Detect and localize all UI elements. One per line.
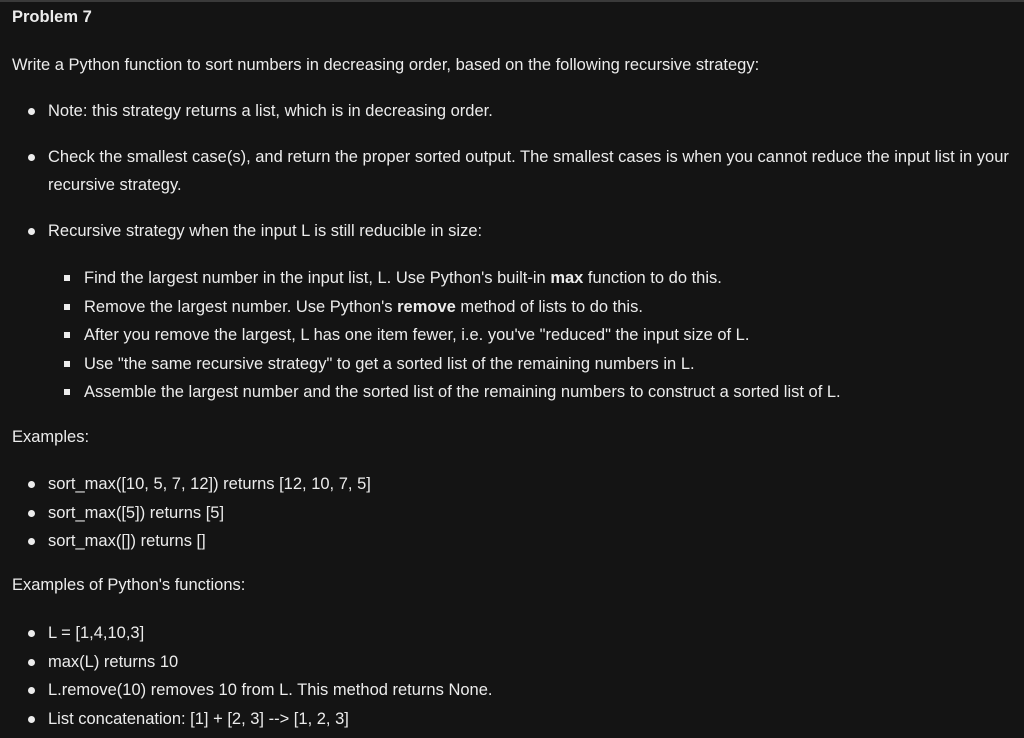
problem-title: Problem 7 xyxy=(12,8,92,26)
problem-intro: Write a Python function to sort numbers in decreasing order, based on the following recursive strategy: xyxy=(12,56,760,74)
python-examples-heading: Examples of Python's functions: xyxy=(12,576,246,594)
step-item: Use "the same recursive strategy" to get a sorted list of the remaining numbers in L. xyxy=(62,350,1012,379)
python-example-item: max(L) returns 10 xyxy=(26,648,1016,677)
examples-heading: Examples: xyxy=(12,428,90,446)
strategy-item: Check the smallest case(s), and return the proper sorted output. The smallest cases is when you cannot reduce the input list in your recursive strategy. xyxy=(26,143,1016,200)
step-item: After you remove the largest, L has one item fewer, i.e. you've "reduced" the input size of L. xyxy=(62,321,1012,350)
strategy-item: Note: this strategy returns a list, which is in decreasing order. xyxy=(26,97,1016,126)
example-item: sort_max([5]) returns [5] xyxy=(26,499,1016,528)
step-item: Assemble the largest number and the sorted list of the remaining numbers to construct a sorted list of L. xyxy=(62,378,1012,407)
recursive-steps-list xyxy=(62,264,1012,407)
strategy-item: Recursive strategy when the input L is still reducible in size: xyxy=(26,217,1016,246)
python-example-item: L.remove(10) removes 10 from L. This method returns None. xyxy=(26,676,1016,705)
example-item: sort_max([10, 5, 7, 12]) returns [12, 10, 7, 5] xyxy=(26,470,1016,499)
python-example-item: List concatenation: [1] + [2, 3] --> [1, 2, 3] xyxy=(26,705,1016,734)
step-item: Find the largest number in the input list, L. Use Python's built-in max function to do this. xyxy=(62,264,1012,293)
step-item: Remove the largest number. Use Python's remove method of lists to do this. xyxy=(62,293,1012,322)
python-example-item: L = [1,4,10,3] xyxy=(26,619,1016,648)
example-item: sort_max([]) returns [] xyxy=(26,527,1016,556)
examples-list xyxy=(26,470,1016,556)
python-examples-list xyxy=(26,619,1016,733)
strategy-list xyxy=(26,97,1016,262)
